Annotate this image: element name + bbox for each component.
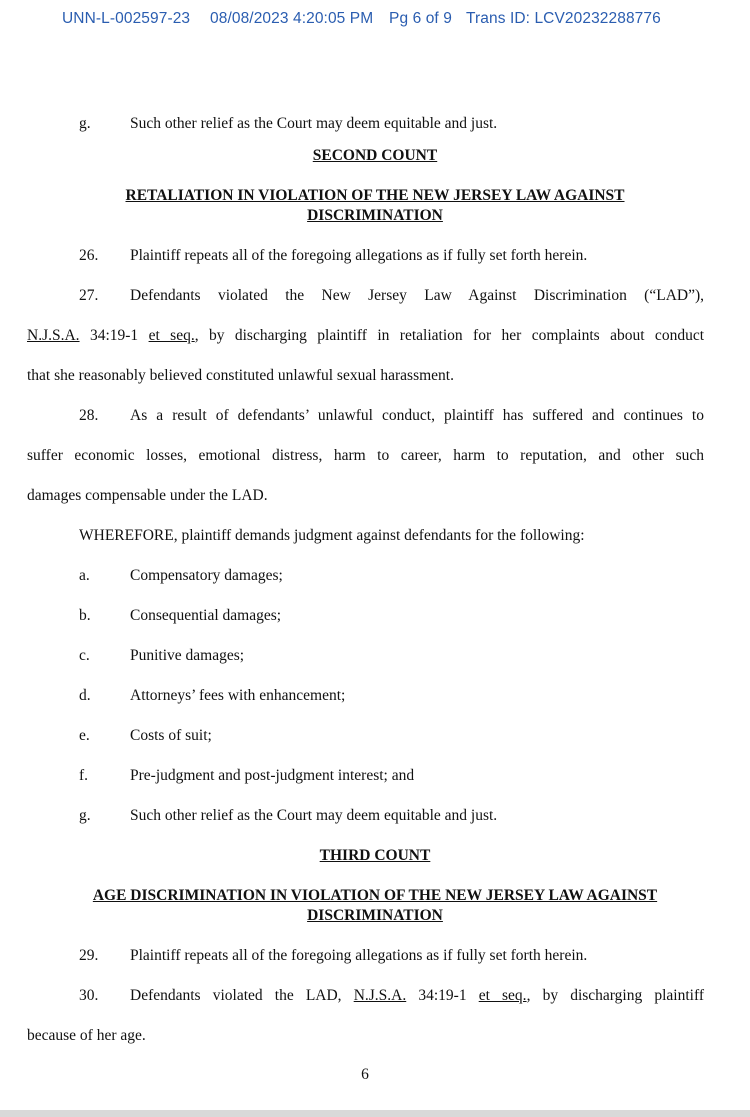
page-indicator: Pg 6 of 9: [389, 10, 452, 27]
paragraph-number: 27.: [79, 287, 99, 304]
relief-text: Punitive damages;: [130, 647, 245, 664]
paragraph-text: As a result of defendants’ unlawful conduct, plaintiff has suffered and continues to: [130, 407, 704, 424]
page-bottom-edge: [0, 1110, 750, 1117]
paragraph-text: that she reasonably believed constituted unlawful sexual harassment.: [27, 367, 454, 384]
paragraph-text: Plaintiff repeats all of the foregoing allegations as if fully set forth herein.: [130, 947, 588, 964]
section-heading: THIRD COUNT: [319, 847, 431, 864]
section-subheading: AGE DISCRIMINATION IN VIOLATION OF THE NEW JERSEY LAW AGAINST: [92, 887, 658, 904]
paragraph-text: Plaintiff repeats all of the foregoing allegations as if fully set forth herein.: [130, 247, 588, 264]
relief-text: Pre-judgment and post-judgment interest; and: [130, 767, 415, 784]
relief-letter: g.: [79, 115, 91, 132]
case-number: UNN-L-002597-23: [62, 10, 191, 27]
paragraph-number: 28.: [79, 407, 99, 424]
citation: N.J.S.A.: [353, 987, 407, 1004]
citation: N.J.S.A.: [27, 327, 80, 344]
relief-letter: f.: [79, 767, 89, 784]
section-subheading: RETALIATION IN VIOLATION OF THE NEW JERSEY LAW AGAINST: [125, 187, 625, 204]
filing-datetime: 08/08/2023 4:20:05 PM: [210, 10, 374, 27]
paragraph-text: suffer economic losses, emotional distress, harm to career, harm to reputation, and other such: [27, 447, 704, 464]
citation-et-seq: et seq.: [148, 327, 195, 344]
statute-number: 34:19-1: [89, 327, 139, 344]
paragraph-text-rest: , by discharging plaintiff: [526, 987, 704, 1004]
relief-text: Consequential damages;: [130, 607, 282, 624]
relief-text: Costs of suit;: [130, 727, 212, 744]
page-number: 6: [361, 1066, 369, 1083]
wherefore-clause: WHEREFORE, plaintiff demands judgment against defendants for the following:: [79, 527, 585, 544]
relief-text: Such other relief as the Court may deem equitable and just.: [130, 807, 498, 824]
relief-letter: a.: [79, 567, 90, 584]
relief-letter: d.: [79, 687, 91, 704]
paragraph-text: because of her age.: [27, 1027, 146, 1044]
paragraph-text: [130, 986, 704, 1006]
paragraph-text-rest: , by discharging plaintiff in retaliation for her complaints about conduct: [194, 327, 705, 344]
relief-text: Such other relief as the Court may deem equitable and just.: [130, 115, 498, 132]
paragraph-text-intro: Defendants violated the LAD,: [130, 987, 342, 1004]
paragraph-text: damages compensable under the LAD.: [27, 487, 268, 504]
relief-text: Compensatory damages;: [130, 567, 283, 584]
paragraph-number: 26.: [79, 247, 99, 264]
relief-letter: e.: [79, 727, 90, 744]
citation-et-seq: et seq.: [478, 987, 527, 1004]
relief-letter: b.: [79, 607, 91, 624]
section-heading: SECOND COUNT: [312, 147, 438, 164]
paragraph-number: 30.: [79, 987, 99, 1004]
statute-number: 34:19-1: [418, 987, 467, 1004]
paragraph-text: [27, 326, 704, 346]
section-subheading: DISCRIMINATION: [307, 907, 443, 924]
paragraph-text: Defendants violated the New Jersey Law Against Discrimination (“LAD”),: [130, 287, 704, 304]
relief-text: Attorneys’ fees with enhancement;: [130, 687, 346, 704]
relief-letter: c.: [79, 647, 90, 664]
relief-letter: g.: [79, 807, 91, 824]
paragraph-number: 29.: [79, 947, 99, 964]
section-subheading: DISCRIMINATION: [307, 207, 443, 224]
trans-id: Trans ID: LCV20232288776: [466, 10, 661, 27]
